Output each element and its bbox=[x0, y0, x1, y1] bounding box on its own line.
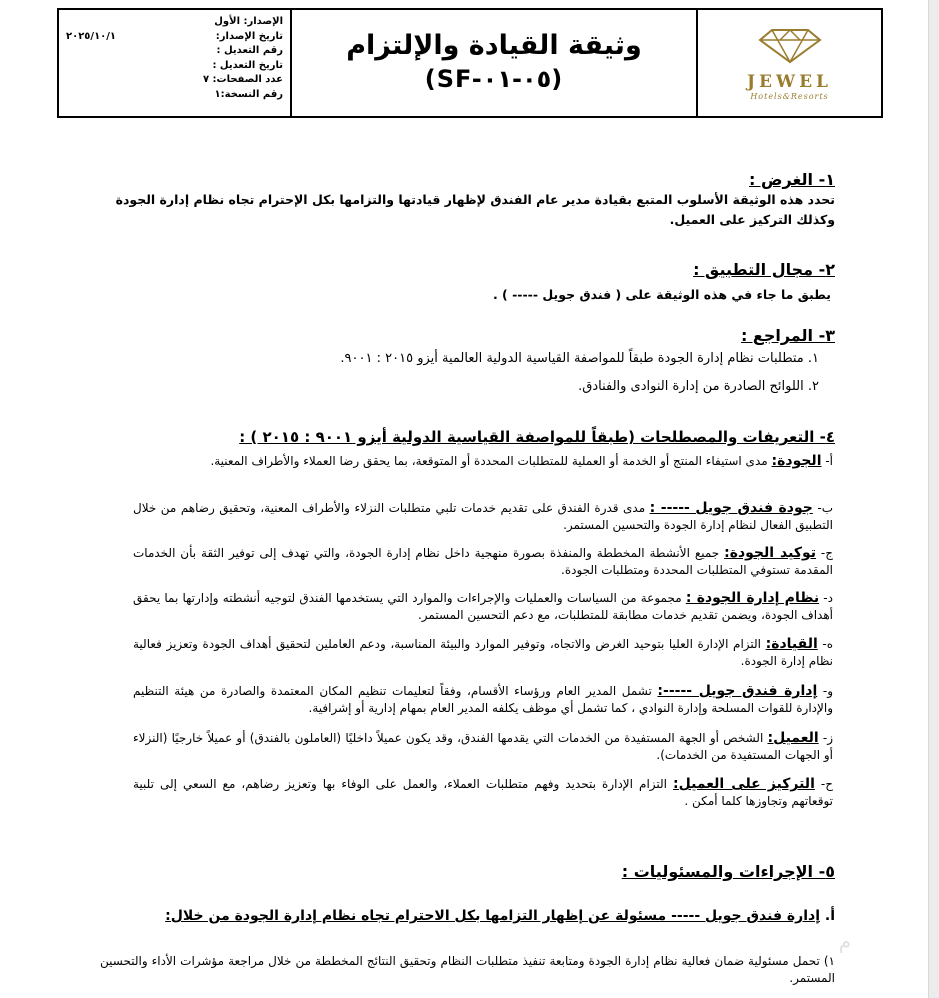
definition-item bbox=[133, 453, 833, 470]
info-label: تاريخ الإصدار: bbox=[215, 30, 283, 42]
definition-term: جودة فندق جويل ----- : bbox=[649, 500, 813, 516]
reference-item: ١. متطلبات نظام إدارة الجودة طبقاً للمواصفة القياسية الدولية العالمية أيزو ٢٠١٥ : ٩٠٠١. bbox=[340, 351, 819, 366]
section-title-definitions: ٤- التعريفات والمصطلحات (طبقاً للمواصفة القياسية الدولية أيزو ٩٠٠١ : ٢٠١٥ ) : bbox=[239, 428, 835, 446]
definition-text: الشخص أو الجهة المستفيدة من الخدمات التي يقدمها الفندق، وقد يكون عميلاً داخليًا (العاملون بالفندق) أو عميلاً خارجيًا (النزلاء أو الجهات المستفيدة من الخدمات). bbox=[133, 731, 833, 762]
definition-term: التركيز على العميل: bbox=[673, 776, 815, 792]
definition-prefix: ح- bbox=[820, 777, 833, 791]
definition-item bbox=[133, 776, 833, 810]
section-text-purpose: تحدد هذه الوثيقة الأسلوب المتبع بقيادة مدير عام الفندق لإظهار قيادتها والتزامها بكل الإحترام تجاه نظام إدارة الجودة وكذلك التركيز على العميل. bbox=[115, 192, 835, 227]
definition-prefix: و- bbox=[822, 684, 833, 698]
section-title-scope: ٢- مجال التطبيق : bbox=[693, 260, 835, 279]
definition-term: نظام إدارة الجودة : bbox=[685, 590, 820, 606]
definition-prefix: أ- bbox=[825, 454, 833, 468]
section-title-procedures: ٥- الإجراءات والمسئوليات : bbox=[621, 862, 835, 881]
info-label: عدد الصفحات: ٧ bbox=[202, 74, 283, 85]
definition-item bbox=[133, 636, 833, 670]
definition-item bbox=[133, 590, 833, 624]
definition-text: التزام الإدارة بتحديد وفهم متطلبات العملاء، والعمل على الوفاء بها وتعزيز رضاهم، مع السعي إلى تلبية توقعاتهم وتجاوزها كلما أمكن . bbox=[133, 777, 833, 808]
document-title: وثيقة القيادة والإلتزام bbox=[346, 30, 642, 61]
procedure-text: إدارة فندق جويل ----- مسئولة عن إظهار التزامها بكل الاحترام تجاه نظام إدارة الجودة من خلال: bbox=[165, 908, 820, 924]
definition-term: توكيد الجودة: bbox=[724, 545, 817, 561]
logo-name: JEWEL bbox=[746, 72, 832, 92]
info-label: تاريخ التعديل : bbox=[212, 59, 283, 71]
definition-item bbox=[133, 730, 833, 764]
definition-prefix: ه- bbox=[822, 637, 833, 651]
definition-text: مدى قدرة الفندق على تقديم خدمات تلبي متطلبات النزلاء والأطراف المعنية، وتحقيق رضاهم من خلال التطبيق الفعال لنظام إدارة الجودة والتحسين المستمر. bbox=[133, 501, 833, 532]
definition-prefix: د- bbox=[823, 591, 833, 605]
section-text-scope: يطبق ما جاء في هذه الوثيقة على ( فندق جويل ----- ) . bbox=[492, 287, 831, 302]
info-label: رقم التعديل : bbox=[216, 45, 283, 56]
info-label: الإصدار: الأول bbox=[214, 16, 283, 27]
definition-term: إدارة فندق جويل -----: bbox=[657, 683, 818, 699]
procedure-subitem: ١) تحمل مسئولية ضمان فعالية نظام إدارة الجودة ومتابعة تنفيذ متطلبات النظام وتحقيق النتائج المخططة من خلال مراجعة مؤشرات الأداء والتحسين المستمر. bbox=[100, 954, 835, 985]
definition-item bbox=[133, 545, 833, 579]
definition-text: تشمل المدير العام ورؤساء الأقسام، وفقاً لتعليمات تنظيم المكان المعتمدة والصادرة من هيئة التنظيم والإدارة للقوات المسلحة وإدارة النوادي ، كما تشمل أي موظف يكلفه المدير العام بمهام إدارية أو إشرافية. bbox=[133, 684, 833, 715]
info-label: رقم النسخة:١ bbox=[214, 88, 283, 100]
info-value: ٢٠٢٥/١٠/١ bbox=[66, 30, 117, 42]
definition-term: الجودة: bbox=[771, 453, 822, 469]
section-title-references: ٣- المراجع : bbox=[740, 326, 835, 345]
definition-item bbox=[133, 500, 833, 534]
definition-prefix: ب- bbox=[817, 501, 833, 515]
reference-item: ٢. اللوائح الصادرة من إدارة النوادى والفنادق. bbox=[578, 379, 819, 394]
logo-subtitle: Hotels&Resorts bbox=[750, 92, 829, 101]
definition-text: جميع الأنشطة المخططة والمنفذة بصورة منهجية داخل نظام إدارة الجودة، والتي تهدف إلى توفير الثقة بأن الخدمات المقدمة تستوفي المتطلبات المحددة ومتطلبات الجودة. bbox=[133, 546, 833, 577]
svg-text:م: م bbox=[838, 929, 852, 953]
definition-text: مجموعة من السياسات والعمليات والإجراءات والموارد التي يستخدمها الفندق لتوجيه أنشطته وإدارتها بما يحقق أهداف الجودة، ويضمن تقديم خدمات مطابقة للمتطلبات، مع دعم التحسين المستمر. bbox=[133, 591, 833, 622]
definition-prefix: ج- bbox=[820, 546, 833, 560]
definition-term: القيادة: bbox=[765, 636, 818, 652]
definition-term: العميل: bbox=[767, 730, 819, 746]
definition-text: مدى استيفاء المنتج أو الخدمة أو العملية للمتطلبات المحددة أو المتوقعة، بما يحقق رضا العملاء والأطراف المعنية. bbox=[210, 454, 768, 468]
definition-text: التزام الإدارة العليا بتوحيد الغرض والاتجاه، وتوفير الموارد والبيئة المناسبة، ودعم العاملين لتحقيق أهداف الجودة وتعزيز فعالية نظام إدارة الجودة. bbox=[133, 637, 833, 668]
section-title-purpose: ١- الغرض : bbox=[749, 170, 835, 189]
procedure-prefix: أ. bbox=[824, 908, 835, 924]
watermark-logo-icon bbox=[815, 918, 875, 968]
procedure-item-a bbox=[100, 905, 835, 927]
definition-item bbox=[133, 683, 833, 717]
document-code: (SF-٠٥-٠١) bbox=[424, 65, 564, 93]
definition-prefix: ز- bbox=[822, 731, 833, 745]
